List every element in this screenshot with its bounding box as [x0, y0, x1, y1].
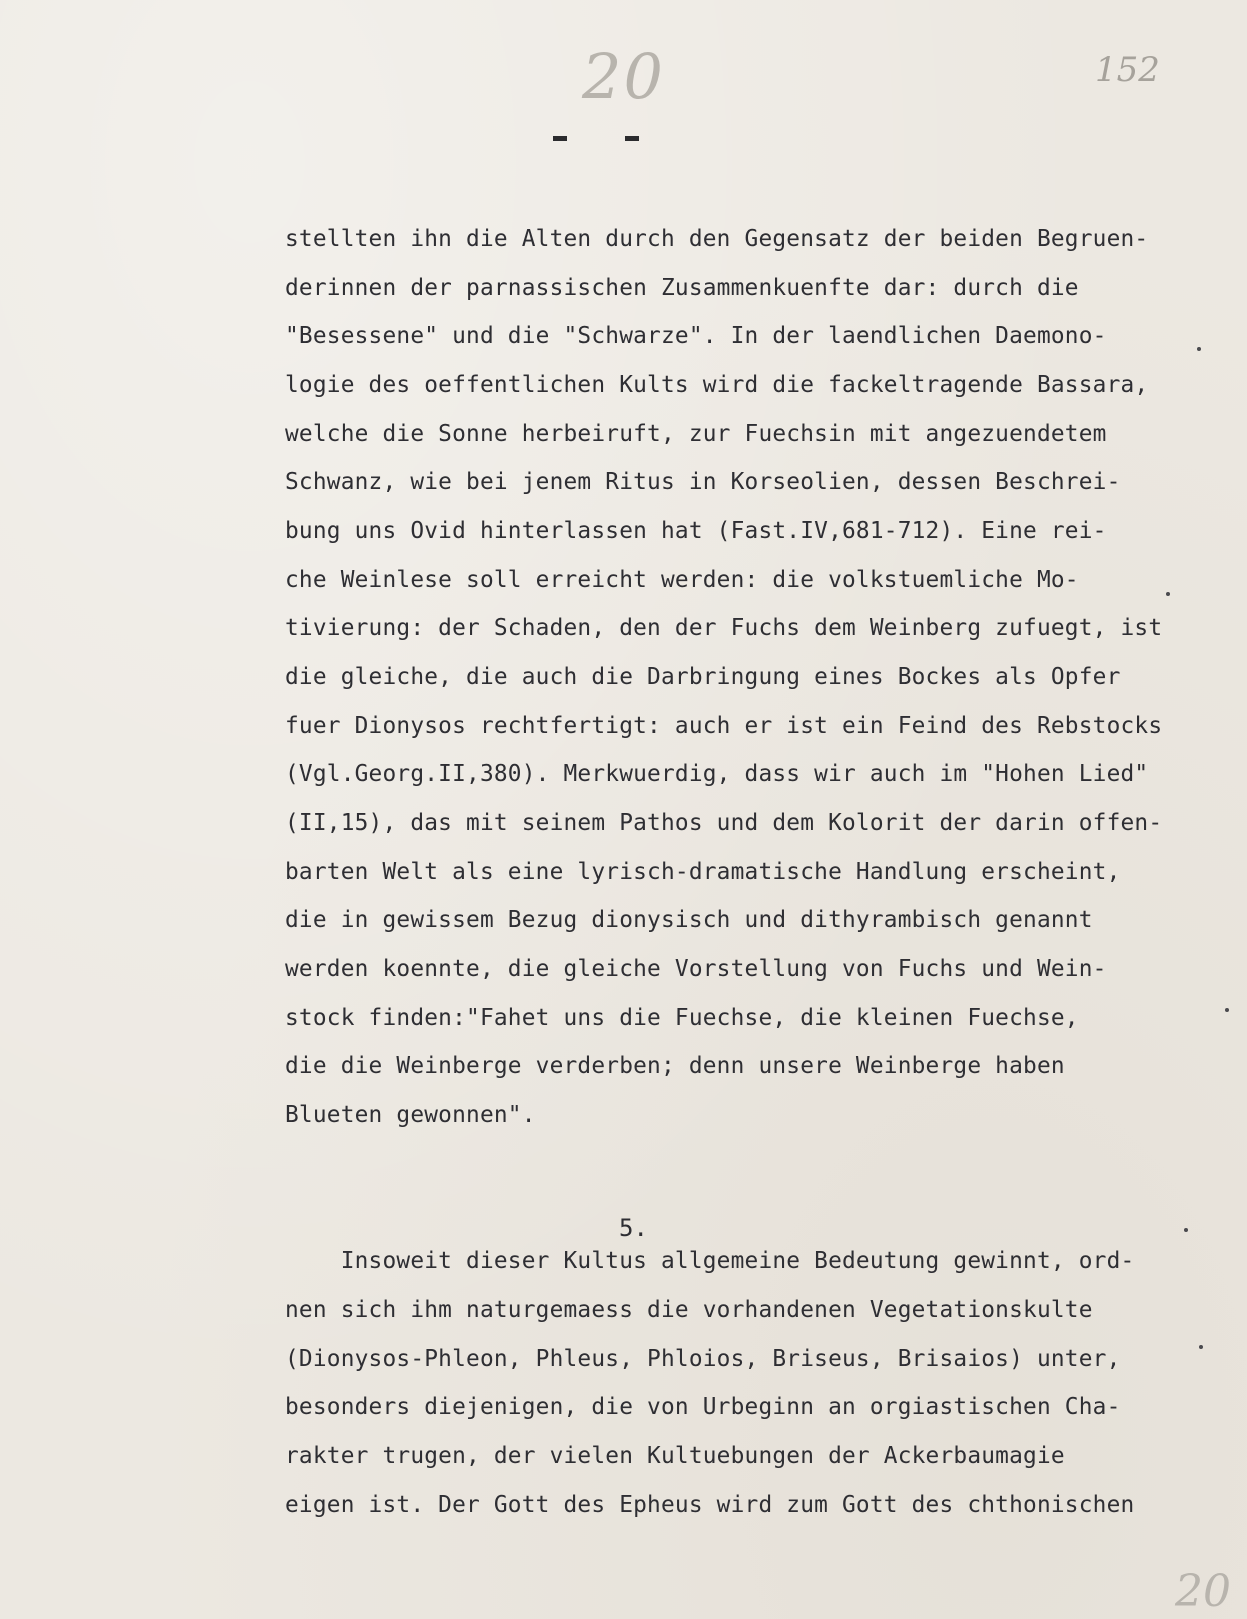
text-line: logie des oeffentlichen Kults wird die fackeltragende Bassara,: [285, 372, 1149, 398]
text-line: welche die Sonne herbeiruft, zur Fuechsin mit angezuendetem: [285, 421, 1107, 447]
pencil-page-number-bottom: 20: [1175, 1566, 1231, 1617]
text-line: Schwanz, wie bei jenem Ritus in Korseolien, dessen Beschrei-: [285, 469, 1121, 495]
header-dash-marks: [553, 128, 663, 148]
text-line: Blueten gewonnen".: [285, 1102, 536, 1128]
text-line: barten Welt als eine lyrisch-dramatische Handlung erscheint,: [285, 859, 1121, 885]
text-line: rakter trugen, der vielen Kultuebungen der Ackerbaumagie: [285, 1443, 1065, 1469]
text-line: fuer Dionysos rechtfertigt: auch er ist ein Feind des Rebstocks: [285, 713, 1163, 739]
text-line: die gleiche, die auch die Darbringung eines Bockes als Opfer: [285, 664, 1121, 690]
text-line: eigen ist. Der Gott des Epheus wird zum Gott des chthonischen: [285, 1492, 1135, 1518]
ink-speck: [1166, 592, 1170, 596]
text-line: stellten ihn die Alten durch den Gegensatz der beiden Begruen-: [285, 226, 1149, 252]
ink-speck: [1184, 1228, 1188, 1232]
text-line: (Dionysos-Phleon, Phleus, Phloios, Briseus, Brisaios) unter,: [285, 1346, 1121, 1372]
ink-speck: [1199, 1345, 1203, 1349]
ink-speck: [1197, 347, 1201, 351]
text-line: tivierung: der Schaden, den der Fuchs dem Weinberg zufuegt, ist: [285, 615, 1163, 641]
text-line: Insoweit dieser Kultus allgemeine Bedeutung gewinnt, ord-: [285, 1248, 1135, 1274]
ink-speck: [1225, 1008, 1229, 1012]
text-line: "Besessene" und die "Schwarze". In der laendlichen Daemono-: [285, 323, 1107, 349]
text-line: derinnen der parnassischen Zusammenkuenfte dar: durch die: [285, 275, 1079, 301]
text-line: besonders diejenigen, die von Urbeginn an orgiastischen Cha-: [285, 1394, 1121, 1420]
dash-mark-left: [553, 136, 567, 141]
text-line: nen sich ihm naturgemaess die vorhandenen Vegetationskulte: [285, 1297, 1093, 1323]
text-line: (Vgl.Georg.II,380). Merkwuerdig, dass wir auch im "Hohen Lied": [285, 761, 1149, 787]
section-number: 5.: [619, 1214, 648, 1242]
pencil-folio-number: 152: [1095, 50, 1160, 90]
text-line: stock finden:"Fahet uns die Fuechse, die kleinen Fuechse,: [285, 1005, 1079, 1031]
text-line: bung uns Ovid hinterlassen hat (Fast.IV,681-712). Eine rei-: [285, 518, 1107, 544]
text-line: die die Weinberge verderben; denn unsere Weinberge haben: [285, 1053, 1065, 1079]
text-line: werden koennte, die gleiche Vorstellung von Fuchs und Wein-: [285, 956, 1107, 982]
dash-mark-right: [625, 136, 639, 141]
text-line: che Weinlese soll erreicht werden: die volkstuemliche Mo-: [285, 567, 1079, 593]
pencil-page-number-top: 20: [582, 40, 665, 113]
text-line: (II,15), das mit seinem Pathos und dem Kolorit der darin offen-: [285, 810, 1163, 836]
text-line: die in gewissem Bezug dionysisch und dithyrambisch genannt: [285, 907, 1093, 933]
